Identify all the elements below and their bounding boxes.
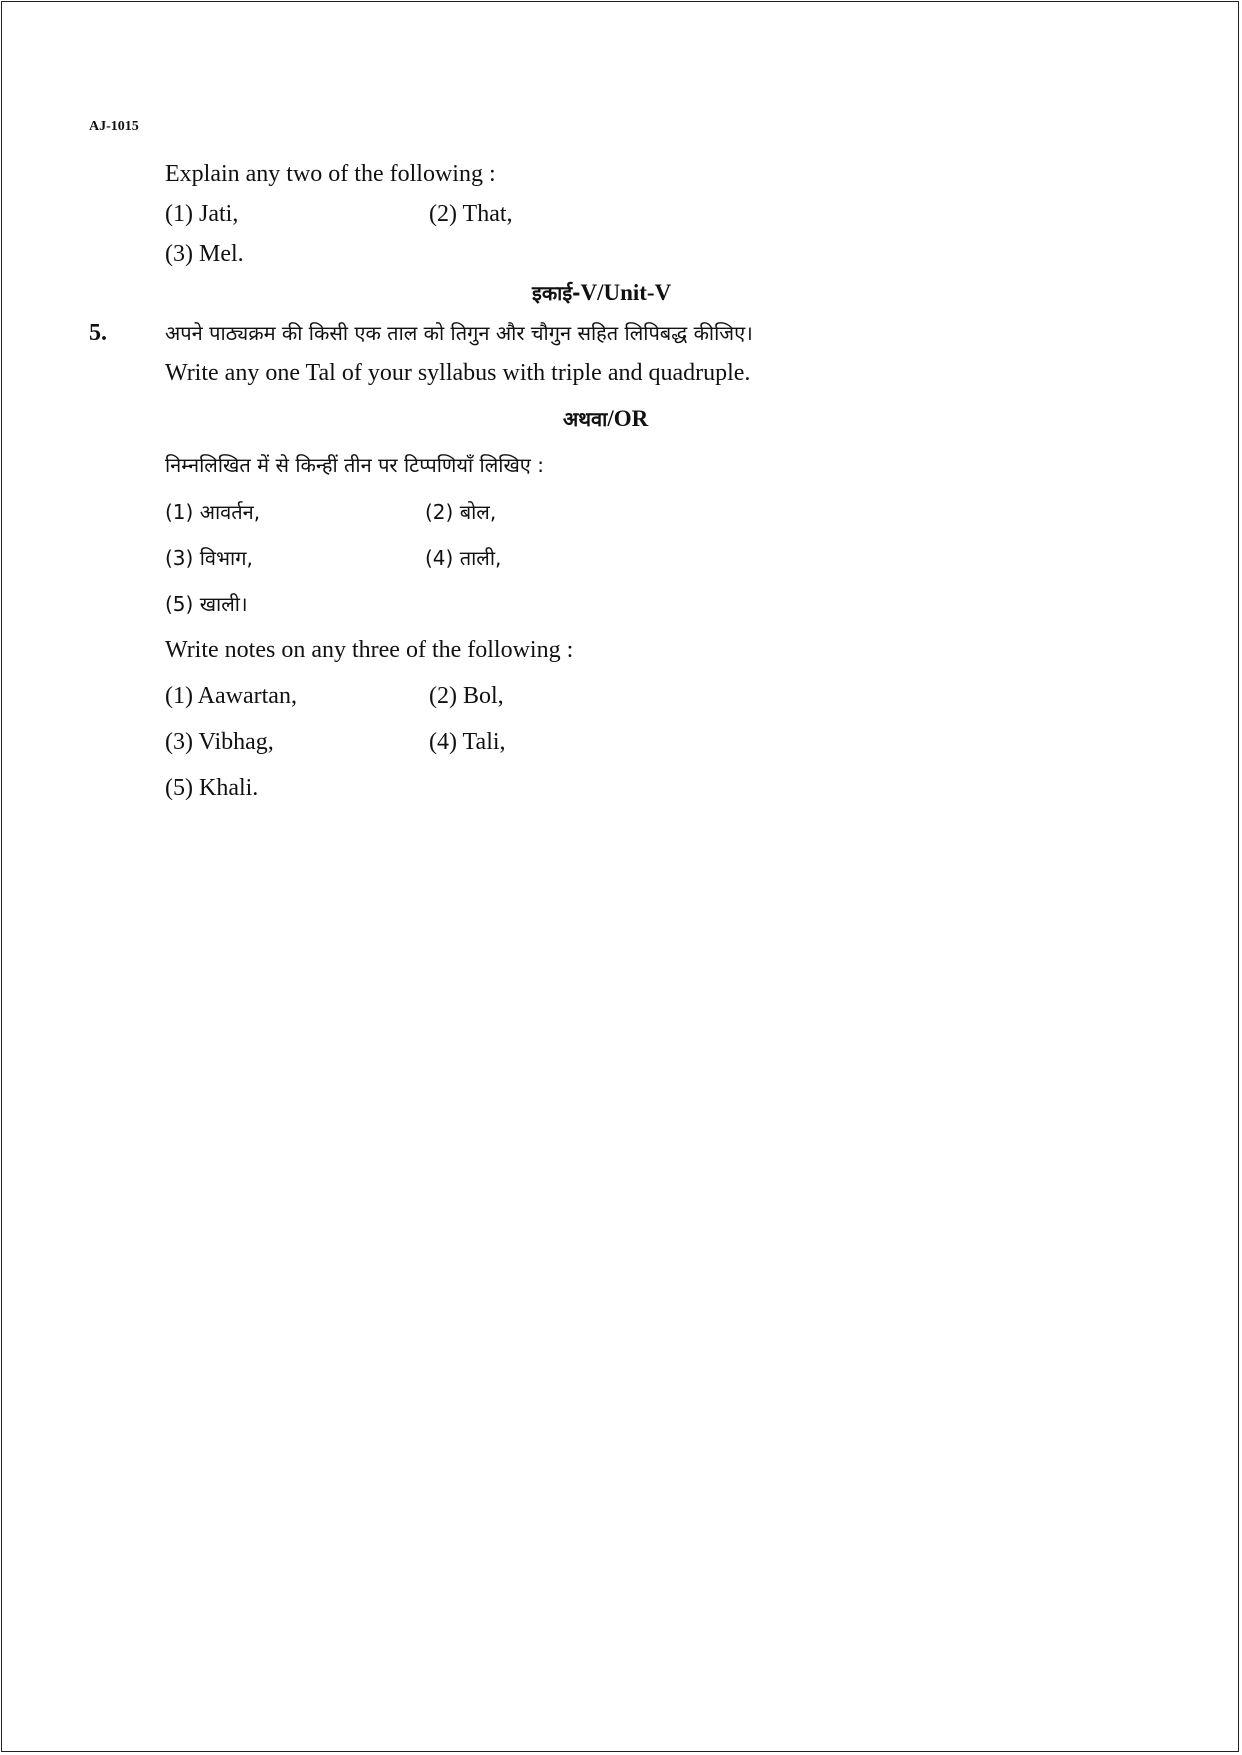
unit-heading-hindi: इकाई- (532, 281, 581, 305)
question-number-5: 5. (89, 320, 107, 346)
q5-or-hindi-item-3: (3) विभाग, (165, 546, 253, 570)
or-heading-hindi: अथवा (563, 407, 608, 431)
q5-or-hindi-item-4: (4) ताली, (425, 546, 502, 570)
q5-or-hindi-item-5: (5) खाली। (165, 592, 248, 616)
unit-heading-english: V/Unit-V (580, 280, 672, 305)
q5-or-english-instruction: Write notes on any three of the following : (165, 637, 574, 663)
q5-or-english-item-3: (3) Vibhag, (165, 729, 274, 755)
q5-or-hindi-instruction: निम्नलिखित में से किन्हीं तीन पर टिप्पणियाँ लिखिए : (165, 453, 544, 477)
q4-or-item-3: (3) Mel. (165, 241, 244, 267)
or-heading (563, 405, 648, 433)
q4-or-item-1: (1) Jati, (165, 201, 239, 227)
q5-or-hindi-item-1: (1) आवर्तन, (165, 500, 261, 524)
paper-code: AJ-1015 (89, 119, 139, 134)
q5-or-english-item-2: (2) Bol, (429, 683, 504, 709)
q5-english-text: Write any one Tal of your syllabus with triple and quadruple. (165, 360, 751, 386)
q5-hindi-text: अपने पाठ्यक्रम की किसी एक ताल को तिगुन और चौगुन सहित लिपिबद्ध कीजिए। (165, 321, 753, 345)
q5-or-english-item-5: (5) Khali. (165, 775, 259, 801)
q4-or-instruction: Explain any two of the following : (165, 161, 496, 187)
q4-or-item-2: (2) That, (429, 201, 513, 227)
or-heading-english: /OR (607, 406, 649, 431)
unit-heading (532, 279, 671, 307)
q5-or-hindi-item-2: (2) बोल, (425, 500, 497, 524)
q5-or-english-item-1: (1) Aawartan, (165, 683, 297, 709)
q5-or-english-item-4: (4) Tali, (429, 729, 506, 755)
